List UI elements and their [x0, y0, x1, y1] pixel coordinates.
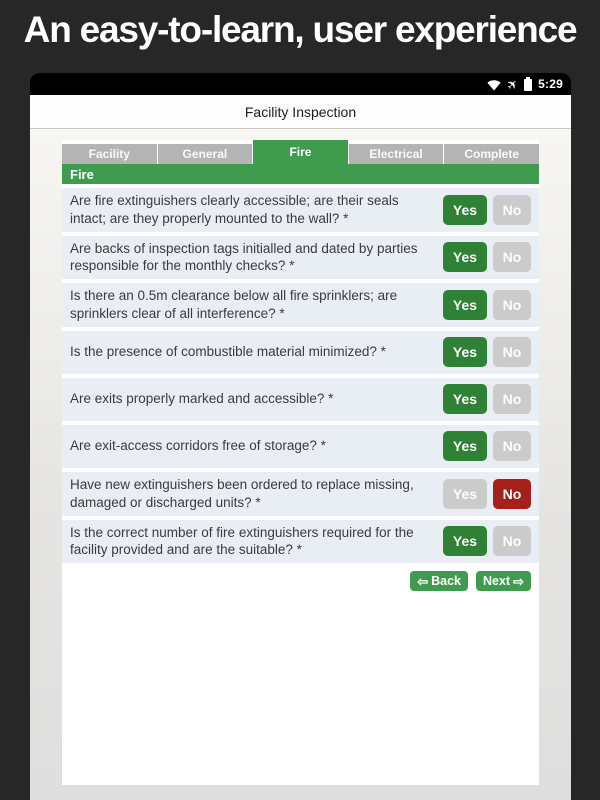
answer-toggle [443, 479, 531, 509]
wifi-icon [487, 79, 501, 91]
answer-toggle [443, 242, 531, 272]
app-content [30, 129, 571, 800]
question-row [62, 520, 539, 564]
yes-button[interactable]: Yes [443, 242, 487, 272]
tab-label: Fire [289, 145, 312, 159]
tab-electrical[interactable] [349, 144, 444, 164]
yes-button[interactable]: Yes [443, 195, 487, 225]
no-button[interactable]: No [493, 431, 531, 461]
no-button[interactable]: No [493, 242, 531, 272]
answer-toggle [443, 337, 531, 367]
app-header [30, 95, 571, 129]
yes-button[interactable]: Yes [443, 290, 487, 320]
no-button[interactable]: No [493, 290, 531, 320]
back-arrow-icon: ⇦ [417, 573, 429, 589]
section-header-label: Fire [70, 166, 94, 182]
question-row [62, 283, 539, 327]
question-text: Are backs of inspection tags initialled and dated by parties responsible for the monthly checks? * [70, 240, 418, 274]
answer-toggle [443, 431, 531, 461]
answer-toggle [443, 195, 531, 225]
no-button[interactable]: No [493, 479, 531, 509]
question-text: Is the correct number of fire extinguishers required for the facility provided and are the suitable? * [70, 524, 414, 558]
back-button[interactable] [410, 571, 468, 591]
tab-general[interactable] [158, 144, 253, 164]
question-text: Are exits properly marked and accessible? * [70, 391, 334, 407]
yes-button[interactable]: Yes [443, 526, 487, 556]
question-text: Is the presence of combustible material minimized? * [70, 344, 386, 360]
airplane-mode-icon: ✈ [503, 74, 522, 94]
next-arrow-icon: ⇨ [513, 573, 524, 589]
answer-toggle [443, 526, 531, 556]
question-text: Are exit-access corridors free of storage? * [70, 438, 326, 454]
no-button[interactable]: No [493, 384, 531, 414]
tab-label: Facility [88, 147, 130, 161]
tab-bar [62, 140, 539, 164]
next-button[interactable] [476, 571, 531, 591]
status-bar [30, 73, 571, 95]
tab-label: Electrical [369, 147, 423, 161]
tab-facility[interactable] [62, 144, 157, 164]
question-text: Are fire extinguishers clearly accessible; are their seals intact; are they properly mounted to the wall? * [70, 193, 399, 226]
no-button[interactable]: No [493, 195, 531, 225]
form-nav [62, 567, 539, 591]
yes-button[interactable]: Yes [443, 431, 487, 461]
question-row [62, 331, 539, 374]
headline: An easy-to-learn, user experience [23, 9, 577, 50]
page-title: Facility Inspection [244, 103, 357, 120]
no-button[interactable]: No [493, 526, 531, 556]
section-header-fire [62, 164, 539, 184]
question-row [62, 472, 539, 516]
question-list [62, 188, 539, 567]
no-button[interactable]: No [493, 337, 531, 367]
yes-button[interactable]: Yes [443, 384, 487, 414]
status-time: 5:29 [538, 77, 563, 91]
tablet-frame [30, 73, 571, 800]
tab-label: Complete [464, 147, 520, 161]
form-panel [62, 140, 539, 785]
next-button-label: Next [483, 574, 511, 589]
tab-fire[interactable] [253, 140, 348, 164]
question-row [62, 188, 539, 232]
question-row [62, 425, 539, 468]
question-row [62, 236, 539, 280]
question-row [62, 378, 539, 421]
tab-complete[interactable] [444, 144, 539, 164]
answer-toggle [443, 384, 531, 414]
battery-icon [524, 79, 532, 91]
answer-toggle [443, 290, 531, 320]
question-text: Is there an 0.5m clearance below all fire sprinklers; are sprinklers clear of all interference? * [70, 288, 398, 322]
yes-button[interactable]: Yes [443, 479, 487, 509]
yes-button[interactable]: Yes [443, 337, 487, 367]
back-button-label: Back [431, 574, 461, 589]
tab-label: General [182, 147, 228, 161]
question-text: Have new extinguishers been ordered to replace missing, damaged or discharged units? * [70, 476, 414, 510]
